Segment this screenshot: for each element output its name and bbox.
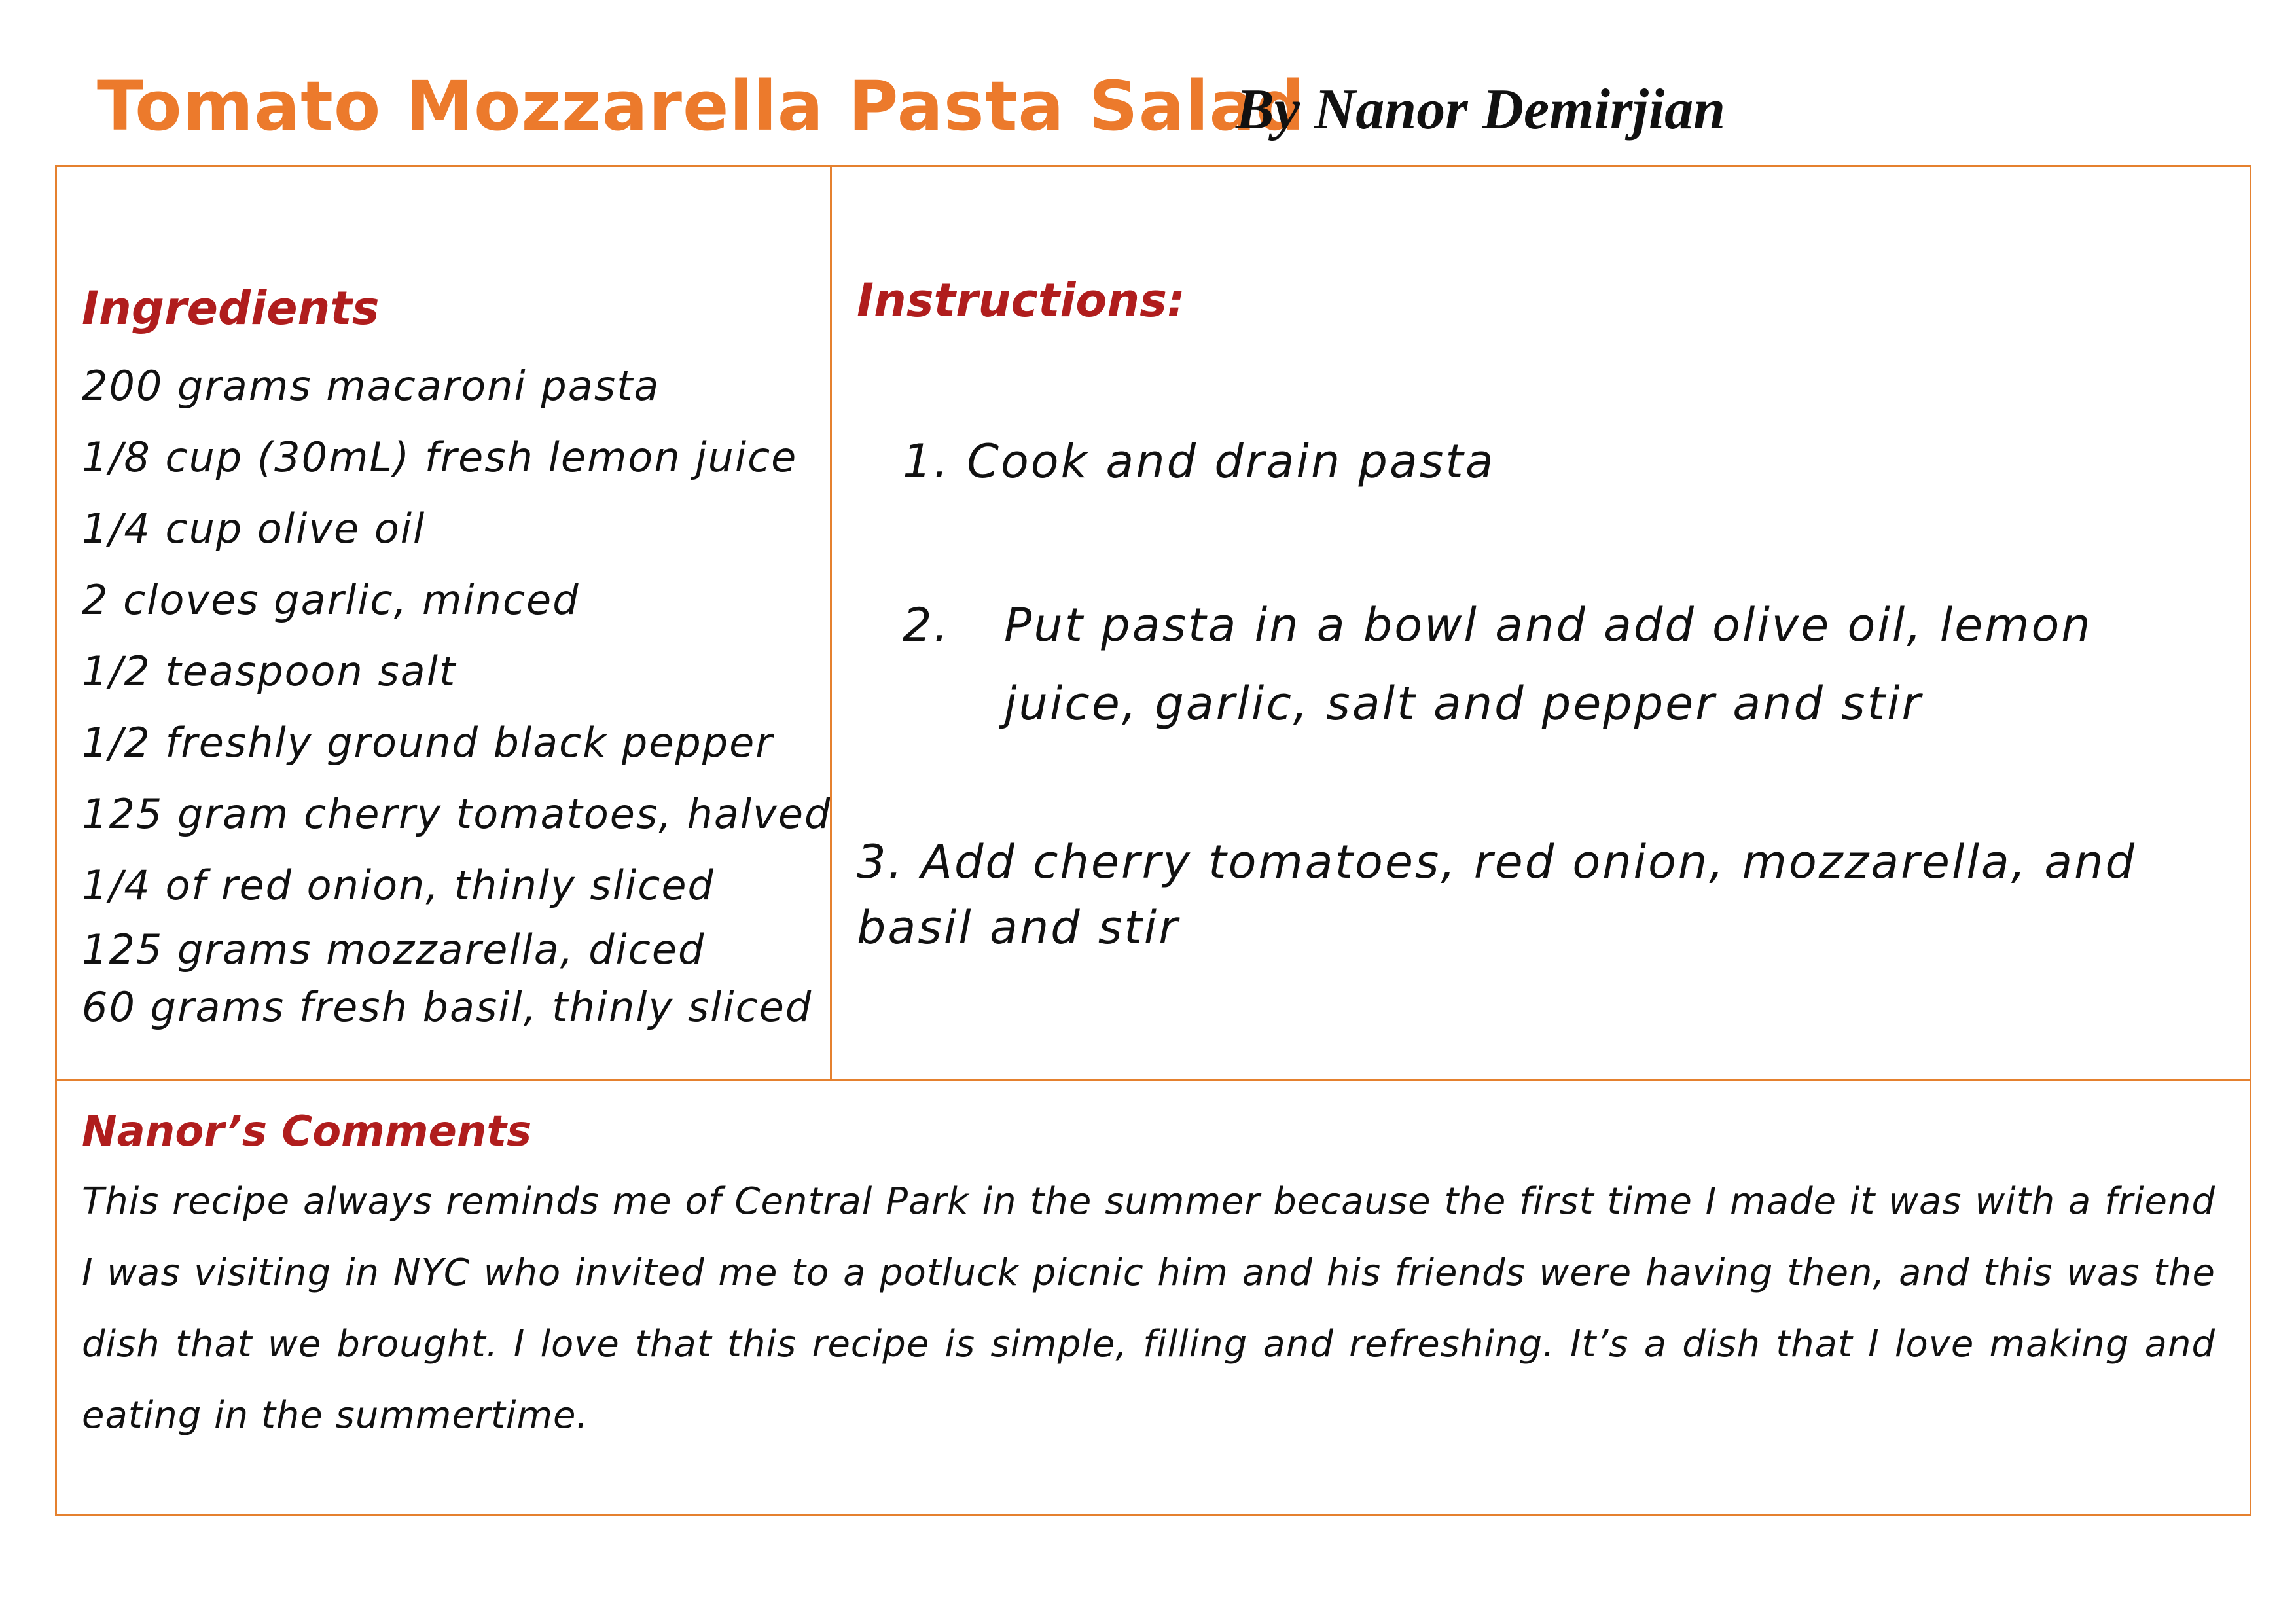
comments-text: This recipe always reminds me of Central Park in the summer because the first time I made it was with a friend I was visiting in NYC who invited me to a potluck picnic him and his friends were having then, and this was the dish that we brought. I love that this recipe is simple, filling and refreshing. It’s a dish that I love making and eating in the summertime. — [82, 1180, 2215, 1437]
ingredient-item: 1/8 cup (30mL) fresh lemon juice — [82, 433, 798, 481]
ingredient-item: 1/4 cup olive oil — [82, 505, 426, 552]
instruction-step-1 — [903, 429, 1496, 494]
ingredient-item: 1/2 teaspoon salt — [82, 647, 457, 695]
instructions-heading: Instructions: — [857, 274, 1185, 327]
ingredients-panel — [55, 165, 832, 1081]
ingredient-item: 200 grams macaroni pasta — [82, 362, 660, 410]
step-number: 1. — [903, 435, 950, 488]
ingredients-list — [82, 350, 831, 1036]
comments-heading: Nanor’s Comments — [82, 1108, 532, 1156]
ingredient-item: 1/2 freshly ground black pepper — [82, 719, 774, 767]
ingredient-item: 1/4 of red onion, thinly sliced — [82, 861, 715, 909]
instruction-step-3 — [857, 829, 2225, 960]
comments-panel — [55, 1079, 2251, 1516]
step-number: 2. — [903, 598, 950, 652]
ingredient-item: 60 grams fresh basil, thinly sliced — [82, 983, 813, 1031]
step-text: Add cherry tomatoes, red onion, mozzarella, and basil and stir — [857, 835, 2136, 954]
ingredient-item: 2 cloves garlic, minced — [82, 576, 580, 624]
step-text: Put pasta in a bowl and add olive oil, lemon juice, garlic, salt and pepper and stir — [1004, 598, 2092, 731]
instruction-step-2 — [903, 586, 2205, 743]
recipe-title: Tomato Mozzarella Pasta Salad — [97, 66, 1306, 146]
ingredient-item: 125 gram cherry tomatoes, halved — [82, 790, 832, 838]
instructions-panel — [830, 165, 2251, 1081]
ingredients-heading: Ingredients — [82, 281, 380, 335]
recipe-author-byline: By Nanor Demirjian — [1236, 78, 1726, 141]
ingredient-item: 125 grams mozzarella, diced — [82, 926, 706, 973]
step-number: 3. — [857, 835, 905, 889]
step-text: Cook and drain pasta — [967, 435, 1496, 488]
